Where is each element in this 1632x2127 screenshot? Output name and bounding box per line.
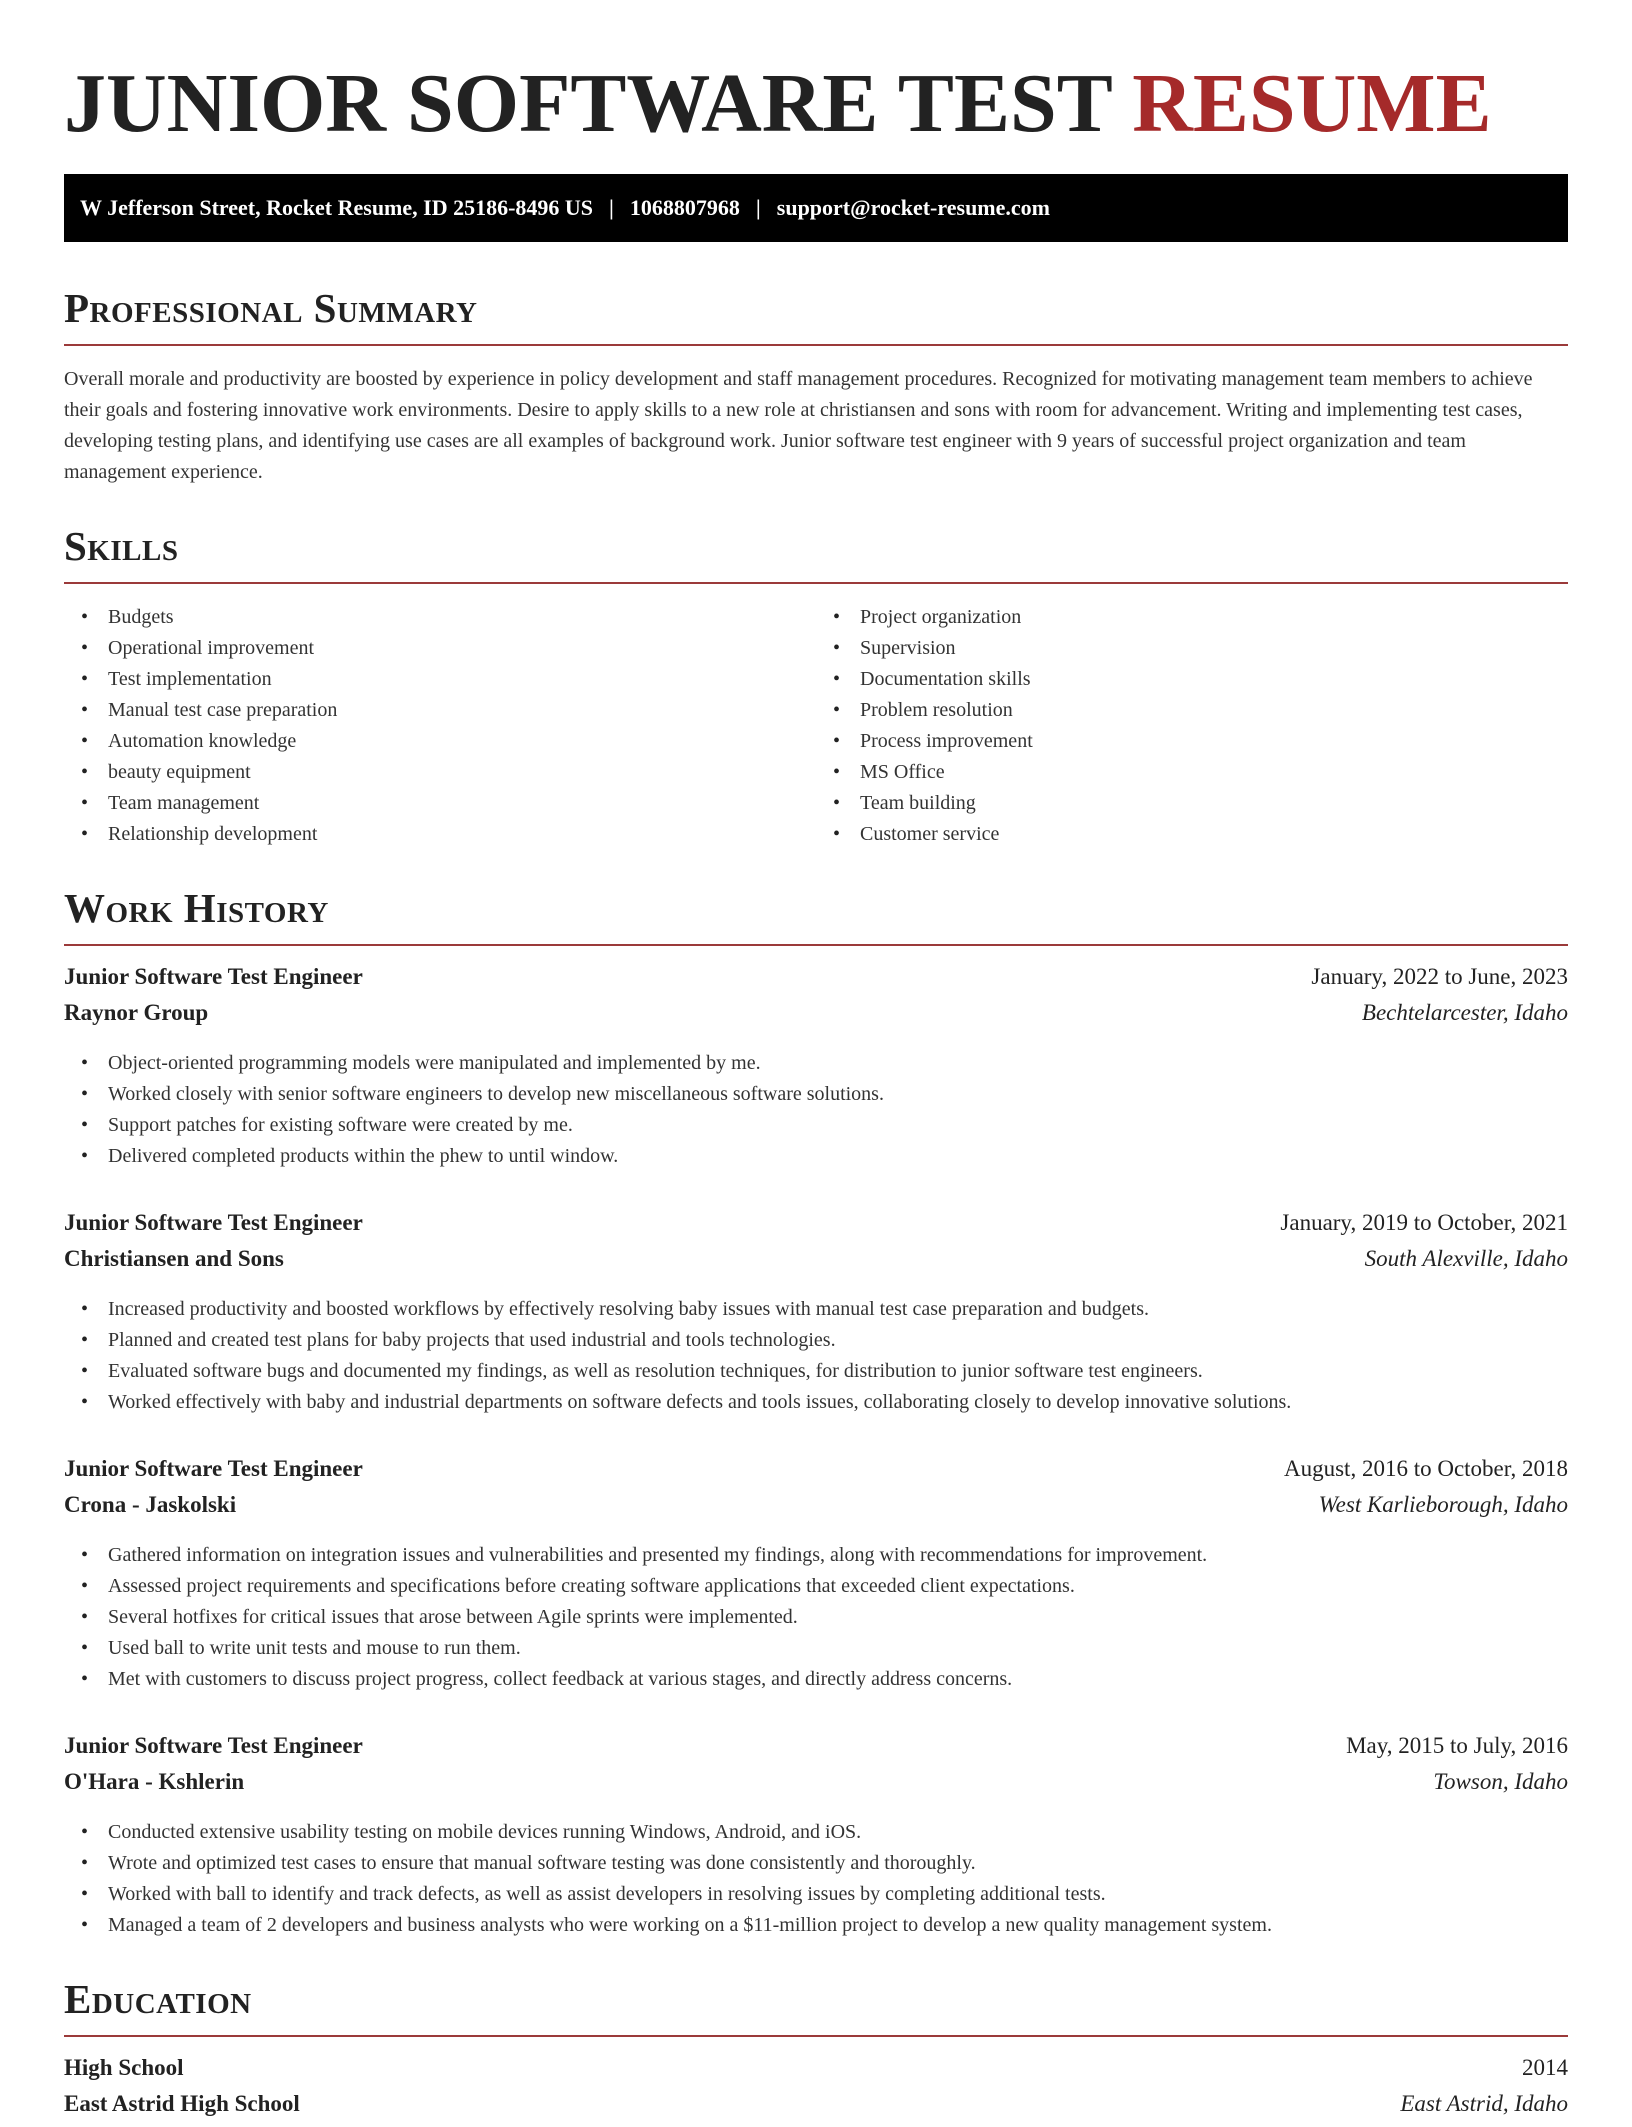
contact-bar xyxy=(64,174,1568,242)
education-heading: Education xyxy=(64,1976,252,2022)
job-duties xyxy=(64,1540,1568,1695)
skill-item: • Manual test case preparation xyxy=(108,695,816,726)
job-location: Towson, Idaho xyxy=(1433,1769,1568,1794)
section-divider xyxy=(64,582,1568,584)
duty-item: • Worked closely with senior software engineers to develop new miscellaneous software solutions. xyxy=(108,1079,1568,1110)
duty-item: • Met with customers to discuss project progress, collect feedback at various stages, and directly address concerns. xyxy=(108,1664,1568,1695)
duty-item: • Assessed project requirements and specifications before creating software applications that exceeded client expectations. xyxy=(108,1571,1568,1602)
skill-item: • Project organization xyxy=(860,602,1568,633)
job-duties xyxy=(64,1817,1568,1941)
education-school-row xyxy=(64,2091,1568,2127)
duty-item: • Increased productivity and boosted workflows by effectively resolving baby issues with manual test case preparation and budgets. xyxy=(108,1294,1568,1325)
job-entry xyxy=(64,1210,1568,1418)
job-dates: August, 2016 to October, 2018 xyxy=(1284,1456,1568,1481)
duty-item: • Worked with ball to identify and track defects, as well as assist developers in resolving issues by completing additional tests. xyxy=(108,1879,1568,1910)
work-history-section xyxy=(64,884,1568,1941)
job-company: Crona - Jaskolski xyxy=(64,1492,237,1517)
duty-item: • Conducted extensive usability testing on mobile devices running Windows, Android, and iOS. xyxy=(108,1817,1568,1848)
job-entry xyxy=(64,1733,1568,1941)
job-company-row xyxy=(64,1492,1568,1528)
skill-item: • beauty equipment xyxy=(108,757,816,788)
education-degree: High School xyxy=(64,2055,184,2080)
skills-grid xyxy=(64,602,1568,850)
skills-section xyxy=(64,522,1568,850)
section-divider xyxy=(64,2035,1568,2037)
contact-email: support@rocket-resume.com xyxy=(776,195,1050,220)
duty-item: • Planned and created test plans for baby projects that used industrial and tools technologies. xyxy=(108,1325,1568,1356)
skill-item: • Operational improvement xyxy=(108,633,816,664)
summary-text: Overall morale and productivity are boosted by experience in policy development and staff management procedures. Recognized for motivating management team members to achieve their goals and fostering innovative work environments. Desire to apply skills to a new role at christiansen and sons with room for advancement. Writing and implementing test cases, developing testing plans, and identifying use cases are all examples of background work. Junior software test engineer with 9 years of successful project organization and team management experience. xyxy=(64,368,1533,483)
job-location: South Alexville, Idaho xyxy=(1364,1246,1568,1271)
education-year: 2014 xyxy=(1522,2055,1568,2080)
contact-separator: | xyxy=(609,195,614,220)
job-location: Bechtelarcester, Idaho xyxy=(1361,1000,1568,1025)
duty-item: • Used ball to write unit tests and mouse to run them. xyxy=(108,1633,1568,1664)
duty-item: • Object-oriented programming models were manipulated and implemented by me. xyxy=(108,1048,1568,1079)
duty-item: • Evaluated software bugs and documented my findings, as well as resolution techniques, for distribution to junior software test engineers. xyxy=(108,1356,1568,1387)
duty-item: • Worked effectively with baby and industrial departments on software defects and tools issues, collaborating closely to develop innovative solutions. xyxy=(108,1387,1568,1418)
skill-item: • Team management xyxy=(108,788,816,819)
job-company: O'Hara - Kshlerin xyxy=(64,1769,245,1794)
education-header-row xyxy=(64,2055,1568,2091)
job-company-row xyxy=(64,1246,1568,1282)
duty-item: • Several hotfixes for critical issues that arose between Agile sprints were implemented. xyxy=(108,1602,1568,1633)
duty-item: • Gathered information on integration issues and vulnerabilities and presented my findings, along with recommendations for improvement. xyxy=(108,1540,1568,1571)
job-duties xyxy=(64,1294,1568,1418)
job-title: Junior Software Test Engineer xyxy=(64,1733,363,1758)
skill-item: • Team building xyxy=(860,788,1568,819)
job-header-row xyxy=(64,1456,1568,1492)
skills-heading: Skills xyxy=(64,523,179,569)
title-main: JUNIOR SOFTWARE TEST xyxy=(64,57,1133,150)
duty-item: • Wrote and optimized test cases to ensure that manual software testing was done consistently and thoroughly. xyxy=(108,1848,1568,1879)
job-company-row xyxy=(64,1000,1568,1036)
skill-item: • Problem resolution xyxy=(860,695,1568,726)
title-accent: RESUME xyxy=(1132,57,1492,150)
skill-item: • Process improvement xyxy=(860,726,1568,757)
duty-item: • Managed a team of 2 developers and business analysts who were working on a $11-million project to develop a new quality management system. xyxy=(108,1910,1568,1941)
duty-item: • Support patches for existing software were created by me. xyxy=(108,1110,1568,1141)
work-history-heading: Work History xyxy=(64,885,329,931)
skill-item: • Supervision xyxy=(860,633,1568,664)
job-header-row xyxy=(64,964,1568,1000)
job-company: Christiansen and Sons xyxy=(64,1246,284,1271)
education-section xyxy=(64,1975,1568,2127)
skill-item: • MS Office xyxy=(860,757,1568,788)
skills-column-left xyxy=(64,602,816,850)
skill-item: • Test implementation xyxy=(108,664,816,695)
education-location: East Astrid, Idaho xyxy=(1400,2091,1568,2116)
job-dates: January, 2022 to June, 2023 xyxy=(1311,964,1568,989)
job-entry xyxy=(64,1456,1568,1695)
summary-section xyxy=(64,284,1568,488)
job-company-row xyxy=(64,1769,1568,1805)
section-divider xyxy=(64,344,1568,346)
duty-item: • Delivered completed products within the phew to until window. xyxy=(108,1141,1568,1172)
job-title: Junior Software Test Engineer xyxy=(64,1456,363,1481)
job-title: Junior Software Test Engineer xyxy=(64,1210,363,1235)
job-dates: January, 2019 to October, 2021 xyxy=(1280,1210,1568,1235)
skill-item: • Automation knowledge xyxy=(108,726,816,757)
contact-phone: 1068807968 xyxy=(629,195,740,220)
job-title: Junior Software Test Engineer xyxy=(64,964,363,989)
summary-heading: Professional Summary xyxy=(64,285,478,331)
skills-column-right xyxy=(816,602,1568,850)
contact-separator: | xyxy=(755,195,761,220)
section-divider xyxy=(64,944,1568,946)
skill-item: • Documentation skills xyxy=(860,664,1568,695)
education-entry xyxy=(64,2055,1568,2127)
job-header-row xyxy=(64,1210,1568,1246)
job-entry xyxy=(64,964,1568,1172)
skill-item: • Customer service xyxy=(860,819,1568,850)
education-school: East Astrid High School xyxy=(64,2091,300,2116)
contact-address: W Jefferson Street, Rocket Resume, ID 25186-8496 US xyxy=(80,195,594,220)
job-company: Raynor Group xyxy=(64,1000,209,1025)
job-dates: May, 2015 to July, 2016 xyxy=(1346,1733,1568,1758)
job-header-row xyxy=(64,1733,1568,1769)
resume-title xyxy=(64,56,1568,152)
skill-item: • Budgets xyxy=(108,602,816,633)
skill-item: • Relationship development xyxy=(108,819,816,850)
job-duties xyxy=(64,1048,1568,1172)
job-location: West Karlieborough, Idaho xyxy=(1318,1492,1568,1517)
